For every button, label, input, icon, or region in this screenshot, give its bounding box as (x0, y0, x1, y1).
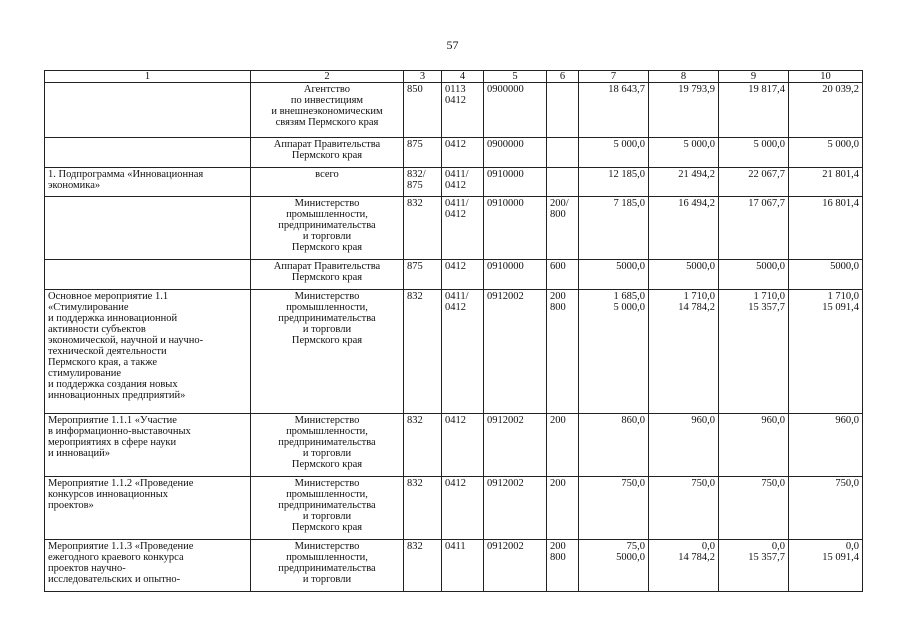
grbs-code: 832 (407, 478, 423, 489)
amount-col10: 21 801,4 (822, 169, 859, 180)
column-header: 10 (789, 71, 863, 83)
amount-col8: 750,0 (691, 478, 715, 489)
amount-col8: 1 710,0 14 784,2 (678, 291, 715, 313)
column-header: 1 (45, 71, 251, 83)
amount-col10: 5000,0 (830, 261, 859, 272)
section-code: 0113 0412 (445, 84, 466, 106)
grbs-code: 832 (407, 198, 423, 209)
column-header: 4 (442, 71, 484, 83)
amount-col7: 750,0 (621, 478, 645, 489)
table-row (45, 260, 863, 290)
amount-col7: 12 185,0 (608, 169, 645, 180)
amount-col7: 7 185,0 (613, 198, 645, 209)
page-number: 57 (446, 38, 459, 52)
target-article-code: 0912002 (487, 415, 524, 426)
amount-col9: 960,0 (761, 415, 785, 426)
executor: Министерство промышленности, предпринимательства и торговли (278, 541, 376, 585)
executor: Агентство по инвестициям и внешнеэкономическим связям Пермского края (271, 84, 383, 128)
executor: Аппарат Правительства Пермского края (273, 139, 381, 161)
amount-col10: 960,0 (835, 415, 859, 426)
section-code: 0411/ 0412 (445, 169, 469, 191)
table-row (45, 168, 863, 197)
amount-col9: 5 000,0 (753, 139, 785, 150)
expense-type-code: 200/ 800 (550, 198, 569, 220)
amount-col7: 860,0 (621, 415, 645, 426)
column-header: 5 (484, 71, 547, 83)
amount-col8: 960,0 (691, 415, 715, 426)
amount-col10: 0,0 15 091,4 (822, 541, 859, 563)
table-row (45, 414, 863, 477)
section-code: 0412 (445, 415, 466, 426)
grbs-code: 875 (407, 139, 423, 150)
executor: всего (315, 169, 339, 180)
table-row (45, 138, 863, 168)
executor: Министерство промышленности, предпринимательства и торговли Пермского края (278, 291, 376, 346)
table-row (45, 290, 863, 414)
target-article-code: 0910000 (487, 198, 524, 209)
program-name: Мероприятие 1.1.2 «Проведение конкурсов инновационных проектов» (48, 478, 194, 511)
amount-col7: 5 000,0 (613, 139, 645, 150)
amount-col10: 1 710,0 15 091,4 (822, 291, 859, 313)
amount-col9: 5000,0 (756, 261, 785, 272)
table-row (45, 83, 863, 138)
column-number-row (45, 71, 863, 83)
column-header: 3 (404, 71, 442, 83)
amount-col8: 21 494,2 (678, 169, 715, 180)
target-article-code: 0900000 (487, 139, 524, 150)
amount-col9: 1 710,0 15 357,7 (748, 291, 785, 313)
amount-col9: 0,0 15 357,7 (748, 541, 785, 563)
section-code: 0411/ 0412 (445, 291, 469, 313)
expense-type-code: 200 800 (550, 541, 566, 563)
target-article-code: 0912002 (487, 478, 524, 489)
amount-col8: 16 494,2 (678, 198, 715, 209)
expense-type-code: 200 (550, 478, 566, 489)
grbs-code: 832 (407, 415, 423, 426)
amount-col7: 75,0 5000,0 (616, 541, 645, 563)
amount-col9: 750,0 (761, 478, 785, 489)
column-header: 6 (547, 71, 579, 83)
section-code: 0411 (445, 541, 466, 552)
grbs-code: 875 (407, 261, 423, 272)
executor: Министерство промышленности, предпринимательства и торговли Пермского края (278, 478, 376, 533)
program-name: Мероприятие 1.1.1 «Участие в информационно-выставочных мероприятиях в сфере науки и инноваций» (48, 415, 191, 459)
column-header: 9 (719, 71, 789, 83)
amount-col8: 0,0 14 784,2 (678, 541, 715, 563)
amount-col9: 17 067,7 (748, 198, 785, 209)
expense-type-code: 200 800 (550, 291, 566, 313)
section-code: 0411/ 0412 (445, 198, 469, 220)
column-header: 7 (579, 71, 649, 83)
amount-col8: 5 000,0 (683, 139, 715, 150)
grbs-code: 832/ 875 (407, 169, 426, 191)
target-article-code: 0900000 (487, 84, 524, 95)
grbs-code: 832 (407, 291, 423, 302)
table-row (45, 197, 863, 260)
table-row (45, 540, 863, 592)
amount-col9: 22 067,7 (748, 169, 785, 180)
amount-col10: 750,0 (835, 478, 859, 489)
grbs-code: 832 (407, 541, 423, 552)
executor: Министерство промышленности, предпринимательства и торговли Пермского края (278, 415, 376, 470)
section-code: 0412 (445, 139, 466, 150)
section-code: 0412 (445, 478, 466, 489)
program-name: Мероприятие 1.1.3 «Проведение ежегодного краевого конкурса проектов научно- исследовательских и опытно- (48, 541, 194, 585)
amount-col9: 19 817,4 (748, 84, 785, 95)
grbs-code: 850 (407, 84, 423, 95)
amount-col10: 20 039,2 (822, 84, 859, 95)
amount-col7: 5000,0 (616, 261, 645, 272)
budget-table (44, 70, 863, 592)
program-name: 1. Подпрограмма «Инновационная экономика» (48, 169, 204, 191)
program-name: Основное мероприятие 1.1 «Стимулирование и поддержка инновационной активности субъектов экономической, научной и научно- технической деятельности Пермского края, а также стимулирование и поддержка создания новых инновационных предприятий» (48, 291, 204, 401)
amount-col8: 19 793,9 (678, 84, 715, 95)
amount-col7: 1 685,0 5 000,0 (613, 291, 645, 313)
table-row (45, 477, 863, 540)
target-article-code: 0910000 (487, 261, 524, 272)
target-article-code: 0912002 (487, 291, 524, 302)
expense-type-code: 600 (550, 261, 566, 272)
column-header: 8 (649, 71, 719, 83)
amount-col10: 5 000,0 (827, 139, 859, 150)
target-article-code: 0912002 (487, 541, 524, 552)
expense-type-code: 200 (550, 415, 566, 426)
executor: Аппарат Правительства Пермского края (273, 261, 381, 283)
column-header: 2 (251, 71, 404, 83)
section-code: 0412 (445, 261, 466, 272)
amount-col10: 16 801,4 (822, 198, 859, 209)
amount-col7: 18 643,7 (608, 84, 645, 95)
amount-col8: 5000,0 (686, 261, 715, 272)
target-article-code: 0910000 (487, 169, 524, 180)
executor: Министерство промышленности, предпринимательства и торговли Пермского края (278, 198, 376, 253)
